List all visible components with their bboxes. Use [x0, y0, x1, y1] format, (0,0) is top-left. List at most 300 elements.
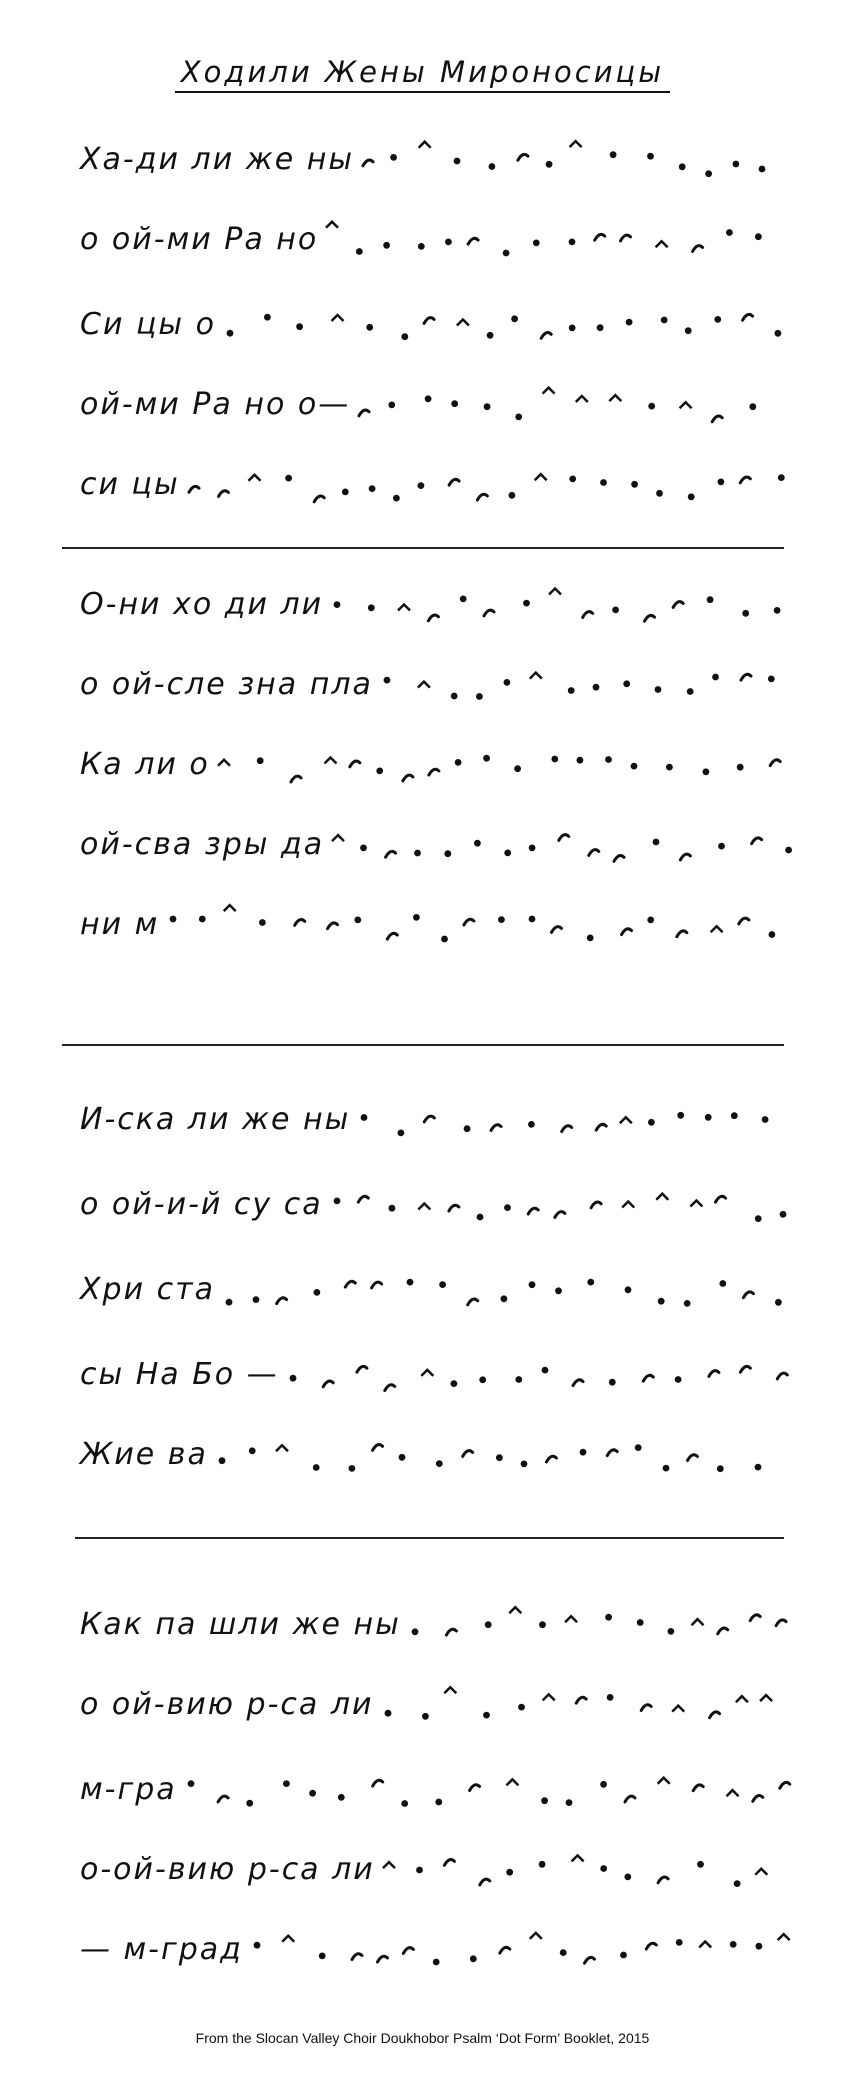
note-dot — [188, 1780, 195, 1787]
note-dot — [539, 1621, 546, 1628]
lyric-text: Ка ли о — [80, 747, 210, 782]
note-dot — [737, 764, 744, 771]
note-caret — [457, 320, 469, 326]
verse-line — [70, 210, 810, 270]
note-caret — [549, 589, 561, 595]
note-dot — [768, 676, 775, 683]
note-dot — [407, 1279, 414, 1286]
note-dot — [656, 490, 663, 497]
verse-line — [70, 1345, 810, 1405]
note-caret — [760, 1695, 772, 1701]
note-slur — [385, 1385, 395, 1391]
note-dot — [688, 493, 695, 500]
note-dot — [389, 1205, 396, 1212]
source-caption: From the Slocan Valley Choir Doukhobor Psalm ‘Dot Form’ Booklet, 2015 — [195, 2030, 650, 2046]
note-dot — [631, 763, 638, 770]
note-dot — [609, 1379, 616, 1386]
note-slur — [546, 1456, 556, 1462]
note-dot — [529, 916, 536, 923]
note-dot — [414, 850, 421, 857]
note-dot — [254, 1942, 261, 1949]
note-dot — [775, 330, 782, 337]
note-dot — [676, 1939, 683, 1946]
note-dot — [661, 317, 668, 324]
note-slur — [743, 314, 753, 320]
verse-line — [70, 1260, 810, 1320]
note-dot — [677, 1112, 684, 1119]
lyric-text: о ой-и-й су са — [80, 1187, 323, 1222]
note-dot — [349, 1465, 356, 1472]
note-caret — [421, 1370, 433, 1376]
note-dot — [249, 1447, 256, 1454]
section-divider — [62, 1044, 784, 1046]
section-divider — [75, 1537, 784, 1539]
note-caret — [332, 315, 344, 321]
note-dot — [412, 1628, 419, 1635]
note-dot — [422, 1713, 429, 1720]
lyric-text: Ха-ди ли же ны — [80, 142, 355, 177]
note-slur — [621, 235, 631, 241]
note-dot — [785, 847, 792, 854]
note-caret — [755, 1869, 767, 1875]
note-dot — [356, 248, 363, 255]
note-dot — [600, 1781, 607, 1788]
note-slur — [559, 835, 569, 841]
note-caret — [658, 1778, 670, 1784]
note-dot — [655, 686, 662, 693]
note-slur — [491, 1125, 501, 1131]
verse-line — [70, 1840, 810, 1900]
note-dot — [314, 1289, 321, 1296]
note-dot — [607, 1694, 614, 1701]
lyric-text: ой-сва зры да — [80, 827, 325, 862]
note-slur — [291, 776, 301, 782]
note-slur — [607, 1450, 617, 1456]
note-dot — [199, 916, 206, 923]
note-slur — [314, 496, 324, 502]
note-slur — [688, 1455, 698, 1461]
note-slur — [424, 318, 434, 324]
note-slur — [468, 238, 478, 244]
note-dot — [399, 1454, 406, 1461]
note-slur — [359, 410, 369, 416]
note-dot — [675, 1376, 682, 1383]
note-slur — [583, 612, 593, 618]
note-slur — [625, 1796, 635, 1802]
note-dot — [658, 1298, 665, 1305]
note-dot — [780, 1211, 787, 1218]
note-dot — [569, 239, 576, 246]
note-dot — [483, 755, 490, 762]
note-slur — [444, 1860, 454, 1866]
note-dot — [733, 161, 740, 168]
note-caret — [509, 1607, 521, 1613]
note-dot — [444, 850, 451, 857]
note-slur — [646, 1943, 656, 1949]
note-dot — [460, 596, 467, 603]
verse-line — [70, 1920, 810, 1980]
note-slur — [464, 919, 474, 925]
note-dot — [631, 481, 638, 488]
note-dot — [433, 1959, 440, 1966]
note-dot — [227, 330, 234, 337]
note-caret — [326, 222, 338, 228]
note-dot — [474, 840, 481, 847]
note-dot — [637, 1619, 644, 1626]
note-dot — [597, 324, 604, 331]
note-caret — [690, 1201, 702, 1207]
note-slur — [740, 477, 750, 483]
note-slur — [641, 1705, 651, 1711]
note-slur — [480, 1879, 490, 1885]
verse-line — [70, 815, 810, 875]
note-dot — [719, 1280, 726, 1287]
note-dot — [762, 1116, 769, 1123]
note-caret — [620, 1117, 632, 1123]
note-slur — [352, 1954, 362, 1960]
note-dot — [476, 693, 483, 700]
note-slur — [446, 1629, 456, 1635]
note-slur — [718, 1628, 728, 1634]
note-dot — [509, 492, 516, 499]
note-dot — [436, 1460, 443, 1467]
verse-line — [70, 575, 810, 635]
note-dot — [718, 843, 725, 850]
note-dot — [498, 916, 505, 923]
section-divider — [62, 547, 784, 549]
note-dot — [755, 1215, 762, 1222]
note-slur — [712, 416, 722, 422]
note-dot — [369, 485, 376, 492]
note-slur — [424, 1116, 434, 1122]
note-slur — [386, 851, 396, 857]
verse-line — [70, 1425, 810, 1485]
note-dot — [319, 1953, 326, 1960]
note-dot — [685, 327, 692, 334]
verse-line — [70, 735, 810, 795]
note-dot — [401, 333, 408, 340]
note-dot — [489, 163, 496, 170]
note-caret — [249, 475, 261, 481]
note-slur — [373, 1445, 383, 1451]
note-dot — [338, 1794, 345, 1801]
note-dot — [734, 1880, 741, 1887]
note-dot — [666, 764, 673, 771]
note-caret — [218, 760, 230, 766]
note-caret — [419, 142, 431, 148]
note-dot — [587, 935, 594, 942]
lyric-text: ни м — [80, 907, 160, 942]
note-dot — [769, 931, 776, 938]
note-slur — [323, 1381, 333, 1387]
note-slur — [780, 1782, 790, 1788]
note-dot — [775, 1299, 782, 1306]
note-dot — [587, 1279, 594, 1286]
note-dot — [541, 1797, 548, 1804]
note-dot — [568, 687, 575, 694]
lyric-text: о ой-вию р-са ли — [80, 1687, 374, 1722]
note-slur — [363, 160, 373, 166]
note-dot — [731, 1112, 738, 1119]
note-dot — [334, 1198, 341, 1205]
lyric-text: о ой-сле зна пла — [80, 667, 373, 702]
note-dot — [623, 680, 630, 687]
note-dot — [569, 325, 576, 332]
note-caret — [543, 388, 555, 394]
note-dot — [313, 1464, 320, 1471]
note-dot — [566, 1799, 573, 1806]
note-caret — [565, 1616, 577, 1622]
note-dot — [749, 403, 756, 410]
note-dot — [418, 482, 425, 489]
dot-notation — [70, 455, 810, 515]
note-slur — [693, 246, 703, 252]
note-slur — [449, 479, 459, 485]
note-dot — [742, 610, 749, 617]
note-slur — [585, 1957, 595, 1963]
note-dot — [416, 1867, 423, 1874]
note-caret — [699, 1942, 711, 1948]
note-caret — [711, 926, 723, 932]
note-dot — [705, 170, 712, 177]
note-dot — [296, 323, 303, 330]
note-dot — [529, 845, 536, 852]
note-slur — [709, 1371, 719, 1377]
note-slur — [477, 494, 487, 500]
note-dot — [555, 1287, 562, 1294]
note-dot — [755, 1464, 762, 1471]
note-slur — [357, 1366, 367, 1372]
note-dot — [730, 1941, 737, 1948]
note-dot — [360, 845, 367, 852]
note-slur — [403, 1948, 413, 1954]
note-dot — [717, 1465, 724, 1472]
note-slur — [373, 1780, 383, 1786]
note-caret — [680, 402, 692, 408]
note-dot — [384, 677, 391, 684]
note-slur — [622, 929, 632, 935]
note-dot — [521, 1461, 528, 1468]
note-dot — [625, 1286, 632, 1293]
verse-line — [70, 375, 810, 435]
note-dot — [170, 916, 177, 923]
note-dot — [605, 756, 612, 763]
note-dot — [577, 757, 584, 764]
note-slur — [218, 1796, 228, 1802]
lyric-text: м-гра — [80, 1772, 177, 1807]
note-slur — [741, 674, 751, 680]
note-dot — [756, 1943, 763, 1950]
note-slur — [658, 1877, 668, 1883]
note-dot — [385, 1710, 392, 1717]
note-dot — [726, 229, 733, 236]
note-dot — [479, 1376, 486, 1383]
lyric-text: о-ой-вию р-са ли — [80, 1852, 375, 1887]
note-slur — [716, 1196, 726, 1202]
note-dot — [648, 403, 655, 410]
note-dot — [246, 1800, 253, 1807]
note-slur — [645, 615, 655, 621]
note-caret — [543, 1694, 555, 1700]
note-dot — [668, 1628, 675, 1635]
note-slur — [358, 1196, 368, 1202]
note-slur — [643, 1375, 653, 1381]
note-dot — [484, 403, 491, 410]
note-dot — [290, 1375, 297, 1382]
note-dot — [707, 596, 714, 603]
note-slur — [743, 1292, 753, 1298]
note-slur — [614, 856, 624, 862]
note-slur — [189, 486, 199, 492]
note-caret — [576, 396, 588, 402]
lyric-text: си цы — [80, 467, 180, 502]
note-dot — [518, 1704, 525, 1711]
note-dot — [259, 919, 266, 926]
note-caret — [276, 1445, 288, 1451]
lyric-text: о ой-ми Ра но — [80, 222, 319, 257]
note-dot — [435, 1799, 442, 1806]
note-dot — [334, 601, 341, 608]
note-dot — [454, 158, 461, 165]
note-slur — [777, 1373, 787, 1379]
note-slur — [528, 1208, 538, 1214]
note-slur — [591, 1202, 601, 1208]
note-dot — [401, 1800, 408, 1807]
note-dot — [413, 914, 420, 921]
note-dot — [712, 674, 719, 681]
note-slur — [562, 1126, 572, 1132]
note-dot — [612, 607, 619, 614]
note-slur — [463, 1451, 473, 1457]
note-slur — [470, 1785, 480, 1791]
note-dot — [580, 1449, 587, 1456]
note-caret — [572, 1855, 584, 1861]
note-slur — [680, 854, 690, 860]
note-slur — [468, 1299, 478, 1305]
note-dot — [398, 1130, 405, 1137]
note-dot — [605, 1614, 612, 1621]
note-caret — [418, 682, 430, 688]
note-dot — [264, 314, 271, 321]
note-dot — [504, 850, 511, 857]
note-dot — [542, 1367, 549, 1374]
note-caret — [535, 474, 547, 480]
note-dot — [506, 1869, 513, 1876]
note-caret — [656, 1194, 668, 1200]
note-dot — [560, 1949, 567, 1956]
note-slur — [387, 933, 397, 939]
note-dot — [774, 607, 781, 614]
note-slur — [596, 1124, 606, 1130]
verse-line — [70, 130, 810, 190]
lyric-text: И-ска ли же ны — [80, 1102, 351, 1137]
note-dot — [342, 489, 349, 496]
note-dot — [647, 153, 654, 160]
note-dot — [439, 1281, 446, 1288]
verse-line — [70, 1760, 810, 1820]
note-dot — [451, 400, 458, 407]
note-slur — [750, 1615, 760, 1621]
note-dot — [551, 756, 558, 763]
note-dot — [539, 1861, 546, 1868]
note-dot — [464, 1125, 471, 1132]
note-dot — [528, 1121, 535, 1128]
note-dot — [600, 1865, 607, 1872]
lyric-text: Жие ва — [80, 1437, 208, 1472]
lyric-text: Си цы о — [80, 307, 216, 342]
lyric-text: сы На Бо — — [80, 1357, 279, 1392]
note-dot — [529, 1281, 536, 1288]
note-dot — [285, 475, 292, 482]
note-dot — [759, 166, 766, 173]
note-caret — [332, 835, 344, 841]
note-slur — [328, 923, 338, 929]
dot-notation — [70, 1760, 810, 1820]
note-dot — [257, 757, 264, 764]
note-dot — [610, 151, 617, 158]
note-slur — [484, 610, 494, 616]
note-caret — [282, 1936, 294, 1942]
note-slur — [677, 931, 687, 937]
note-caret — [383, 1862, 395, 1868]
note-slur — [378, 1956, 388, 1962]
note-dot — [445, 239, 452, 246]
note-slur — [449, 1205, 459, 1211]
lyric-text: Как па шли же ны — [80, 1607, 401, 1642]
note-dot — [283, 1780, 290, 1787]
psalm-title: Ходили Жены Мироносицы — [0, 55, 845, 89]
note-dot — [219, 1457, 226, 1464]
note-caret — [570, 141, 582, 147]
note-dot — [514, 765, 521, 772]
verse-line — [70, 895, 810, 955]
note-slur — [573, 1380, 583, 1386]
note-slur — [372, 1282, 382, 1288]
lyric-text: О-ни хо ди ли — [80, 587, 324, 622]
note-slur — [752, 838, 762, 844]
note-dot — [470, 1955, 477, 1962]
note-dot — [647, 917, 654, 924]
note-dot — [648, 1119, 655, 1126]
note-slur — [710, 1712, 720, 1718]
note-dot — [635, 1444, 642, 1451]
note-dot — [496, 1454, 503, 1461]
note-caret — [622, 1202, 634, 1208]
note-dot — [533, 240, 540, 247]
note-dot — [390, 154, 397, 161]
note-dot — [755, 233, 762, 240]
verse-line — [70, 1090, 810, 1150]
note-slur — [552, 927, 562, 933]
note-dot — [487, 332, 494, 339]
note-caret — [778, 1934, 790, 1940]
note-slur — [403, 775, 413, 781]
note-dot — [441, 936, 448, 943]
note-slur — [555, 1212, 565, 1218]
note-slur — [589, 850, 599, 856]
note-slur — [693, 1785, 703, 1791]
note-dot — [511, 315, 518, 322]
note-slur — [753, 1796, 763, 1802]
note-caret — [672, 1706, 684, 1712]
note-dot — [569, 476, 576, 483]
note-dot — [626, 319, 633, 326]
note-slur — [739, 918, 749, 924]
verse-line — [70, 1675, 810, 1735]
note-caret — [444, 1687, 456, 1693]
note-caret — [656, 241, 668, 247]
verse-line — [70, 1175, 810, 1235]
